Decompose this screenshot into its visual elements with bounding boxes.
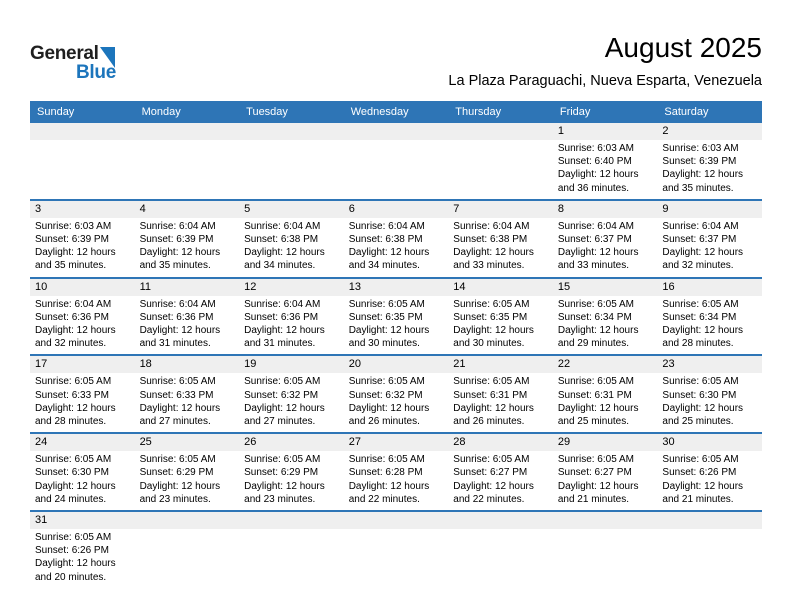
- week-row: [30, 123, 762, 199]
- day-detail-line: Sunrise: 6:05 AM: [453, 454, 530, 466]
- day-detail-line: Sunrise: 6:04 AM: [662, 220, 739, 232]
- day-details-band: [30, 373, 762, 432]
- week-row: [30, 277, 762, 355]
- day-details: [553, 140, 658, 199]
- day-detail-line: and 31 minutes.: [139, 338, 211, 350]
- day-number: 18: [139, 358, 152, 371]
- day-detail-line: and 27 minutes.: [244, 416, 316, 428]
- day-detail-line: Sunrise: 6:05 AM: [139, 454, 216, 466]
- day-number: 16: [662, 280, 675, 293]
- day-number: 5: [244, 202, 251, 215]
- day-detail-line: and 25 minutes.: [662, 416, 734, 428]
- empty-day-number: [135, 123, 240, 140]
- day-detail-line: Sunrise: 6:05 AM: [35, 532, 112, 544]
- day-detail-line: Daylight: 12 hours: [244, 480, 325, 492]
- day-detail-line: Sunrise: 6:04 AM: [35, 298, 112, 310]
- day-number: 9: [662, 202, 669, 215]
- day-number: 6: [348, 202, 355, 215]
- day-detail-line: Sunset: 6:33 PM: [139, 389, 214, 401]
- day-number: 1: [557, 125, 564, 137]
- empty-day-number: [239, 512, 344, 529]
- day-details-band: [30, 296, 762, 355]
- day-detail-line: Sunrise: 6:05 AM: [453, 298, 530, 310]
- day-detail-line: Sunrise: 6:04 AM: [244, 298, 321, 310]
- day-detail-line: Sunrise: 6:05 AM: [453, 376, 530, 388]
- day-detail-line: Daylight: 12 hours: [662, 402, 744, 414]
- day-detail-line: and 32 minutes.: [662, 260, 734, 272]
- day-detail-line: Sunset: 6:29 PM: [244, 467, 319, 479]
- day-detail-line: Daylight: 12 hours: [662, 480, 744, 492]
- day-detail-line: Sunrise: 6:03 AM: [557, 143, 634, 154]
- day-detail-line: Sunrise: 6:05 AM: [348, 454, 425, 466]
- day-detail-line: Sunrise: 6:05 AM: [348, 376, 425, 388]
- day-detail-line: Daylight: 12 hours: [557, 325, 639, 337]
- day-detail-line: Daylight: 12 hours: [139, 325, 221, 337]
- day-detail-line: Daylight: 12 hours: [35, 558, 116, 570]
- day-detail-line: Sunset: 6:40 PM: [557, 156, 632, 168]
- day-detail-line: Daylight: 12 hours: [35, 402, 116, 414]
- day-detail-line: Sunset: 6:30 PM: [662, 389, 737, 401]
- day-number: 29: [557, 436, 571, 449]
- day-number-band: [30, 356, 762, 373]
- weekday-monday: Monday: [141, 106, 181, 118]
- day-details: [239, 218, 344, 277]
- day-detail-line: Sunset: 6:26 PM: [35, 545, 109, 557]
- day-details: [553, 373, 658, 432]
- day-details: [344, 218, 449, 277]
- day-detail-line: Daylight: 12 hours: [244, 325, 325, 337]
- day-detail-line: and 32 minutes.: [35, 338, 107, 350]
- day-details: [657, 451, 762, 510]
- day-detail-line: Sunrise: 6:05 AM: [139, 376, 216, 388]
- day-detail-line: and 30 minutes.: [348, 338, 420, 350]
- day-detail-line: Sunset: 6:31 PM: [453, 389, 528, 401]
- day-details: [657, 218, 762, 277]
- day-number: 25: [139, 436, 152, 449]
- day-detail-line: and 36 minutes.: [557, 182, 630, 194]
- day-detail-line: Daylight: 12 hours: [557, 402, 639, 414]
- day-detail-line: Daylight: 12 hours: [348, 480, 430, 492]
- location-subtitle: La Plaza Paraguachi, Nueva Esparta, Venezuela: [448, 73, 762, 89]
- day-detail-line: Sunrise: 6:05 AM: [35, 454, 112, 466]
- month-title: August 2025: [604, 32, 762, 63]
- day-detail-line: Daylight: 12 hours: [35, 480, 116, 492]
- day-detail-line: Sunset: 6:36 PM: [244, 311, 319, 323]
- empty-day-number: [344, 123, 449, 140]
- day-detail-line: Sunset: 6:38 PM: [244, 234, 319, 246]
- day-detail-line: and 26 minutes.: [348, 416, 420, 428]
- empty-day-number: [448, 123, 553, 140]
- day-detail-line: and 35 minutes.: [139, 260, 211, 272]
- day-detail-line: Daylight: 12 hours: [35, 325, 116, 337]
- day-detail-line: Sunset: 6:34 PM: [557, 311, 632, 323]
- day-details: [344, 296, 449, 355]
- weekday-thursday: Thursday: [455, 106, 502, 118]
- day-detail-line: Sunset: 6:39 PM: [662, 156, 737, 168]
- day-detail-line: and 34 minutes.: [348, 260, 420, 272]
- day-detail-line: Sunrise: 6:05 AM: [244, 376, 321, 388]
- day-detail-line: Sunset: 6:36 PM: [139, 311, 214, 323]
- day-details: [30, 296, 135, 355]
- day-detail-line: Sunset: 6:39 PM: [35, 234, 109, 246]
- day-details: [239, 451, 344, 510]
- day-number: 4: [139, 202, 146, 215]
- day-number: 21: [453, 358, 466, 371]
- day-detail-line: Sunset: 6:38 PM: [453, 234, 528, 246]
- empty-day-details: [344, 140, 449, 199]
- day-detail-line: Daylight: 12 hours: [557, 480, 639, 492]
- day-detail-line: Daylight: 12 hours: [662, 169, 744, 181]
- day-detail-line: Daylight: 12 hours: [139, 480, 221, 492]
- day-detail-line: Daylight: 12 hours: [557, 247, 639, 259]
- day-number: 12: [244, 280, 257, 293]
- day-number: 28: [453, 436, 466, 449]
- day-number-band: [30, 201, 762, 218]
- day-detail-line: Sunset: 6:31 PM: [557, 389, 632, 401]
- day-details: [30, 529, 135, 588]
- weekday-tuesday: Tuesday: [246, 106, 288, 118]
- day-detail-line: Daylight: 12 hours: [348, 402, 430, 414]
- weekday-wednesday: Wednesday: [350, 106, 409, 118]
- weekday-friday: Friday: [559, 106, 591, 118]
- empty-day-number: [239, 123, 344, 140]
- day-details: [657, 373, 762, 432]
- day-details: [657, 296, 762, 355]
- day-details: [448, 296, 553, 355]
- day-details: [239, 296, 344, 355]
- day-detail-line: Daylight: 12 hours: [453, 247, 534, 259]
- day-detail-line: Daylight: 12 hours: [244, 402, 325, 414]
- day-detail-line: and 21 minutes.: [557, 493, 630, 505]
- day-number: 3: [35, 202, 42, 215]
- day-detail-line: Sunrise: 6:05 AM: [35, 376, 112, 388]
- weekday-sunday: Sunday: [37, 106, 75, 118]
- day-detail-line: Sunset: 6:34 PM: [662, 311, 737, 323]
- calendar: [30, 101, 762, 588]
- day-detail-line: Sunset: 6:27 PM: [453, 467, 528, 479]
- day-detail-line: and 33 minutes.: [453, 260, 525, 272]
- empty-day-details: [239, 529, 344, 588]
- day-detail-line: Daylight: 12 hours: [453, 402, 534, 414]
- day-detail-line: Sunrise: 6:05 AM: [662, 298, 739, 310]
- calendar-weeks: [30, 123, 762, 588]
- day-details-band: [30, 218, 762, 277]
- day-detail-line: Sunrise: 6:03 AM: [35, 220, 112, 232]
- day-detail-line: Daylight: 12 hours: [662, 325, 744, 337]
- day-detail-line: Sunrise: 6:04 AM: [244, 220, 321, 232]
- day-number: 20: [348, 358, 361, 371]
- day-number: 15: [557, 280, 571, 293]
- empty-day-details: [448, 529, 553, 588]
- day-details: [30, 451, 135, 510]
- day-detail-line: Sunset: 6:36 PM: [35, 311, 109, 323]
- day-detail-line: Sunrise: 6:05 AM: [662, 376, 739, 388]
- day-detail-line: Daylight: 12 hours: [244, 247, 325, 259]
- week-row: [30, 510, 762, 588]
- day-detail-line: Daylight: 12 hours: [139, 402, 221, 414]
- day-detail-line: Daylight: 12 hours: [453, 325, 534, 337]
- day-detail-line: Daylight: 12 hours: [348, 247, 430, 259]
- page-header: [30, 0, 762, 89]
- week-row: [30, 432, 762, 510]
- day-detail-line: Sunset: 6:37 PM: [557, 234, 632, 246]
- day-details: [135, 451, 240, 510]
- day-number-band: [30, 279, 762, 296]
- day-number: 26: [244, 436, 257, 449]
- day-details: [553, 218, 658, 277]
- day-detail-line: Sunrise: 6:05 AM: [244, 454, 321, 466]
- day-detail-line: and 28 minutes.: [662, 338, 734, 350]
- day-detail-line: Sunset: 6:29 PM: [139, 467, 214, 479]
- day-detail-line: Sunset: 6:33 PM: [35, 389, 109, 401]
- day-detail-line: Sunset: 6:30 PM: [35, 467, 109, 479]
- day-detail-line: and 28 minutes.: [35, 416, 107, 428]
- day-detail-line: Sunrise: 6:04 AM: [348, 220, 425, 232]
- day-detail-line: Sunrise: 6:05 AM: [348, 298, 425, 310]
- empty-day-details: [344, 529, 449, 588]
- day-number: 22: [557, 358, 571, 371]
- empty-day-details: [135, 140, 240, 199]
- day-details: [239, 373, 344, 432]
- weekday-saturday: Saturday: [664, 106, 709, 118]
- day-number: 11: [139, 280, 151, 293]
- empty-day-details: [448, 140, 553, 199]
- day-number-band: [30, 123, 762, 140]
- day-details: [448, 451, 553, 510]
- day-details: [30, 218, 135, 277]
- day-detail-line: and 25 minutes.: [557, 416, 630, 428]
- empty-day-details: [553, 529, 658, 588]
- weekday-header-row: [30, 101, 762, 123]
- day-details: [344, 451, 449, 510]
- week-row: [30, 199, 762, 277]
- empty-day-number: [344, 512, 449, 529]
- title-block: [448, 32, 762, 89]
- day-detail-line: Sunrise: 6:04 AM: [139, 298, 216, 310]
- week-row: [30, 354, 762, 432]
- empty-day-number: [30, 123, 135, 140]
- day-detail-line: Sunrise: 6:04 AM: [139, 220, 216, 232]
- day-detail-line: Sunrise: 6:04 AM: [557, 220, 634, 232]
- day-detail-line: and 29 minutes.: [557, 338, 630, 350]
- empty-day-details: [239, 140, 344, 199]
- day-details-band: [30, 451, 762, 510]
- day-detail-line: Sunrise: 6:04 AM: [453, 220, 530, 232]
- day-detail-line: Sunset: 6:38 PM: [348, 234, 423, 246]
- day-details: [657, 140, 762, 199]
- day-detail-line: Sunrise: 6:03 AM: [662, 143, 739, 154]
- day-details-band: [30, 140, 762, 199]
- day-number: 19: [244, 358, 257, 371]
- day-detail-line: and 21 minutes.: [662, 493, 734, 505]
- day-detail-line: and 22 minutes.: [453, 493, 525, 505]
- day-detail-line: and 26 minutes.: [453, 416, 525, 428]
- day-details: [448, 218, 553, 277]
- day-details: [135, 218, 240, 277]
- day-detail-line: Sunrise: 6:05 AM: [662, 454, 739, 466]
- day-detail-line: Sunset: 6:35 PM: [348, 311, 423, 323]
- day-number: 24: [35, 436, 48, 449]
- empty-day-number: [553, 512, 658, 529]
- day-number: 23: [662, 358, 675, 371]
- day-detail-line: Sunset: 6:37 PM: [662, 234, 737, 246]
- day-detail-line: and 24 minutes.: [35, 493, 107, 505]
- day-detail-line: Sunset: 6:26 PM: [662, 467, 737, 479]
- day-number: 14: [453, 280, 466, 293]
- day-detail-line: and 23 minutes.: [244, 493, 316, 505]
- day-detail-line: Sunset: 6:32 PM: [348, 389, 423, 401]
- day-detail-line: Sunrise: 6:05 AM: [557, 298, 634, 310]
- general-blue-logo: [30, 44, 160, 82]
- empty-day-details: [657, 529, 762, 588]
- empty-day-details: [30, 140, 135, 199]
- day-number: 7: [453, 202, 460, 215]
- day-details: [553, 296, 658, 355]
- day-details: [448, 373, 553, 432]
- empty-day-number: [135, 512, 240, 529]
- day-number: 10: [35, 280, 48, 293]
- day-detail-line: Sunset: 6:39 PM: [139, 234, 214, 246]
- day-detail-line: and 30 minutes.: [453, 338, 525, 350]
- day-detail-line: and 34 minutes.: [244, 260, 316, 272]
- day-detail-line: and 27 minutes.: [139, 416, 211, 428]
- day-detail-line: Sunrise: 6:05 AM: [557, 454, 634, 466]
- day-details: [135, 373, 240, 432]
- day-detail-line: and 35 minutes.: [35, 260, 107, 272]
- day-detail-line: Daylight: 12 hours: [662, 247, 744, 259]
- empty-day-number: [448, 512, 553, 529]
- day-details: [553, 451, 658, 510]
- day-detail-line: Daylight: 12 hours: [557, 169, 639, 181]
- day-detail-line: Sunset: 6:32 PM: [244, 389, 319, 401]
- day-detail-line: Sunrise: 6:05 AM: [557, 376, 634, 388]
- day-detail-line: Sunset: 6:35 PM: [453, 311, 528, 323]
- day-number: 27: [348, 436, 361, 449]
- day-number: 30: [662, 436, 675, 449]
- day-number: 17: [35, 358, 48, 371]
- day-details: [344, 373, 449, 432]
- day-detail-line: Daylight: 12 hours: [35, 247, 116, 259]
- day-detail-line: Daylight: 12 hours: [453, 480, 534, 492]
- day-details: [30, 373, 135, 432]
- day-detail-line: and 22 minutes.: [348, 493, 420, 505]
- day-detail-line: Sunset: 6:28 PM: [348, 467, 423, 479]
- day-detail-line: and 33 minutes.: [557, 260, 630, 272]
- day-detail-line: and 23 minutes.: [139, 493, 211, 505]
- day-detail-line: Sunset: 6:27 PM: [557, 467, 632, 479]
- day-number-band: [30, 434, 762, 451]
- day-detail-line: and 20 minutes.: [35, 571, 107, 583]
- day-number: 2: [662, 125, 669, 137]
- day-detail-line: and 35 minutes.: [662, 182, 734, 194]
- day-number: 8: [557, 202, 564, 215]
- day-number: 13: [348, 280, 361, 293]
- day-detail-line: Daylight: 12 hours: [348, 325, 430, 337]
- day-number-band: [30, 512, 762, 529]
- day-details: [135, 296, 240, 355]
- day-detail-line: and 31 minutes.: [244, 338, 316, 350]
- empty-day-details: [135, 529, 240, 588]
- empty-day-number: [657, 512, 762, 529]
- day-detail-line: Daylight: 12 hours: [139, 247, 221, 259]
- logo-text-general: General: [30, 43, 99, 64]
- day-number: 31: [35, 514, 48, 527]
- logo-text-blue: Blue: [76, 62, 116, 83]
- day-details-band: [30, 529, 762, 588]
